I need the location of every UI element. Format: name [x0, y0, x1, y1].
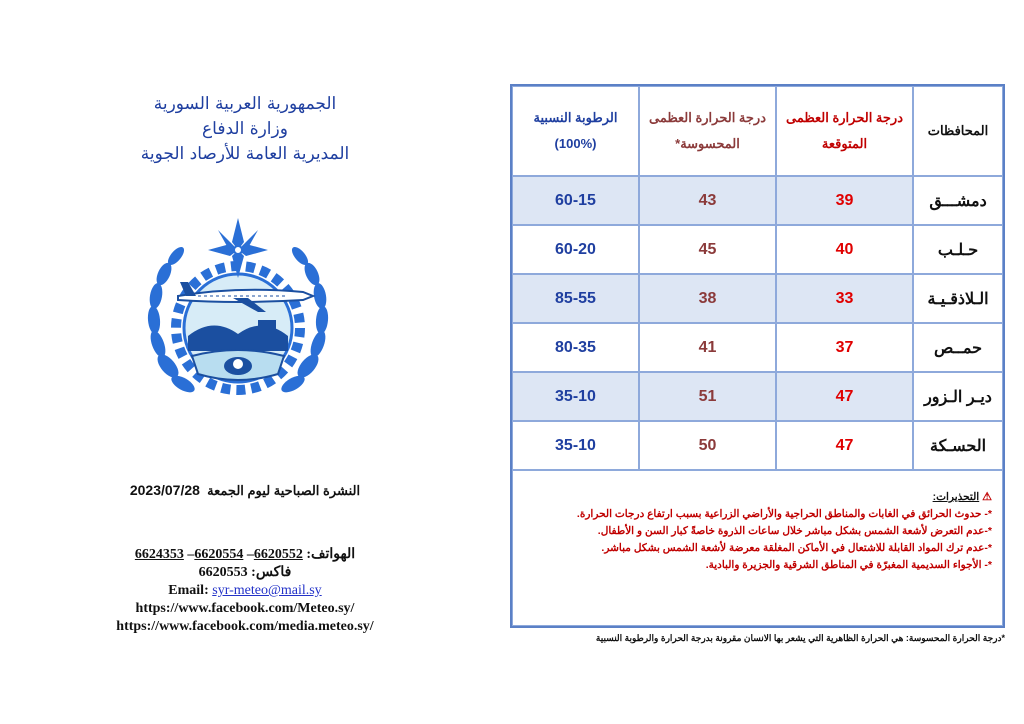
- email-line: [80, 582, 410, 600]
- warnings-row: [512, 470, 1003, 626]
- header-governorates: المحافظات: [913, 86, 1003, 176]
- table-row: [512, 421, 1003, 470]
- row-name: الـلاذقـيـة: [913, 274, 1003, 323]
- row-expected: 40: [776, 225, 913, 274]
- row-humidity: 80-35: [512, 323, 639, 372]
- facebook-link-2[interactable]: [80, 618, 410, 636]
- row-humidity: 35-10: [512, 421, 639, 470]
- row-name: ديـر الـزور: [913, 372, 1003, 421]
- header-line-republic: الجمهورية العربية السورية: [153, 94, 337, 114]
- row-name: دمشـــق: [913, 176, 1003, 225]
- warnings-title: التحذيرات:: [932, 491, 980, 503]
- header-max-felt: [639, 86, 776, 176]
- row-expected: 47: [776, 421, 913, 470]
- row-expected: 47: [776, 372, 913, 421]
- left-panel: [80, 88, 410, 688]
- row-felt: 50: [639, 421, 776, 470]
- facebook-link-1-text[interactable]: https://www.facebook.com/Meteo.sy/: [135, 601, 355, 616]
- header-max-expected: [776, 86, 913, 176]
- header-max-felt-line2: المحسوسة*: [675, 136, 740, 151]
- header-line-directorate: المديرية العامة للأرصاد الجوية: [140, 144, 350, 164]
- warning-item: *-عدم التعرض لأشعة الشمس بشكل مباشر خلال ساعات الذروة خاصةً كبار السن و الأطفال.: [597, 525, 992, 537]
- meteo-emblem-logo: [138, 216, 338, 416]
- row-humidity: 85-55: [512, 274, 639, 323]
- bulletin-title: [80, 482, 410, 499]
- warning-item: *- الأجواء السديمية المغبرّة في المناطق الشرقية والجزيرة والبادية.: [705, 559, 992, 571]
- table-row: [512, 372, 1003, 421]
- phone-1[interactable]: 6620552: [253, 547, 303, 562]
- row-expected: 39: [776, 176, 913, 225]
- bulletin-label: النشرة الصباحية ليوم الجمعة: [207, 483, 361, 498]
- header-max-expected-line2: المتوقعة: [821, 136, 868, 151]
- warning-item: *- حدوث الحرائق في الغابات والمناطق الحراجية والأراضي الزراعية بسبب ارتفاع درجات الحرارة.: [576, 508, 992, 520]
- ministry-header: [80, 92, 410, 167]
- row-expected: 37: [776, 323, 913, 372]
- email-link[interactable]: syr-meteo@mail.sy: [212, 583, 322, 598]
- table-header-row: [512, 86, 1003, 176]
- warnings-cell: [512, 470, 1003, 626]
- row-humidity: 35-10: [512, 372, 639, 421]
- row-felt: 38: [639, 274, 776, 323]
- header-max-expected-line1: درجة الحرارة العظمى: [786, 110, 903, 125]
- row-expected: 33: [776, 274, 913, 323]
- row-felt: 45: [639, 225, 776, 274]
- forecast-table: [510, 84, 1005, 628]
- facebook-link-2-text[interactable]: https://www.facebook.com/media.meteo.sy/: [116, 619, 374, 634]
- header-humidity: [512, 86, 639, 176]
- phone-2[interactable]: 6620554: [194, 547, 244, 562]
- table-row: [512, 274, 1003, 323]
- table-row: [512, 225, 1003, 274]
- forecast-table-container: [510, 84, 1005, 628]
- row-name: حـلـب: [913, 225, 1003, 274]
- warning-icon: ⚠: [982, 491, 992, 503]
- fax-number: 6620553: [198, 565, 248, 580]
- header-humidity-line2: (100%): [554, 136, 597, 151]
- facebook-link-1[interactable]: [80, 600, 410, 618]
- phones-line: الهواتف: 6620552– 6620554– 6624353: [134, 547, 356, 562]
- email-label: Email:: [168, 583, 209, 598]
- row-felt: 41: [639, 323, 776, 372]
- warnings-title-line: [523, 489, 992, 506]
- phone-3[interactable]: 6624353: [134, 547, 184, 562]
- row-felt: 43: [639, 176, 776, 225]
- row-name: الحسـكة: [913, 421, 1003, 470]
- row-felt: 51: [639, 372, 776, 421]
- felt-temperature-footnote: *درجة الحرارة المحسوسة: هي الحرارة الظاهرية التي يشعر بها الانسان مقرونة بدرجة الحرارة والرطوبة النسبية: [595, 633, 1005, 643]
- row-humidity: 60-15: [512, 176, 639, 225]
- row-name: حمــص: [913, 323, 1003, 372]
- fax-line: [80, 564, 410, 582]
- contact-info: [80, 546, 410, 636]
- warning-item: *-عدم ترك المواد القابلة للاشتعال في الأماكن المغلقة معرضة لأشعة الشمس بشكل مباشر.: [601, 542, 992, 554]
- bulletin-date: 2023/07/28: [129, 482, 200, 498]
- header-max-felt-line1: درجة الحرارة العظمى: [649, 110, 766, 125]
- row-humidity: 60-20: [512, 225, 639, 274]
- header-humidity-line1: الرطوبة النسبية: [533, 110, 618, 125]
- fax-label: فاكس:: [251, 565, 292, 580]
- table-row: [512, 323, 1003, 372]
- header-line-ministry: وزارة الدفاع: [202, 119, 288, 139]
- phones-label: الهواتف:: [306, 547, 356, 562]
- table-row: [512, 176, 1003, 225]
